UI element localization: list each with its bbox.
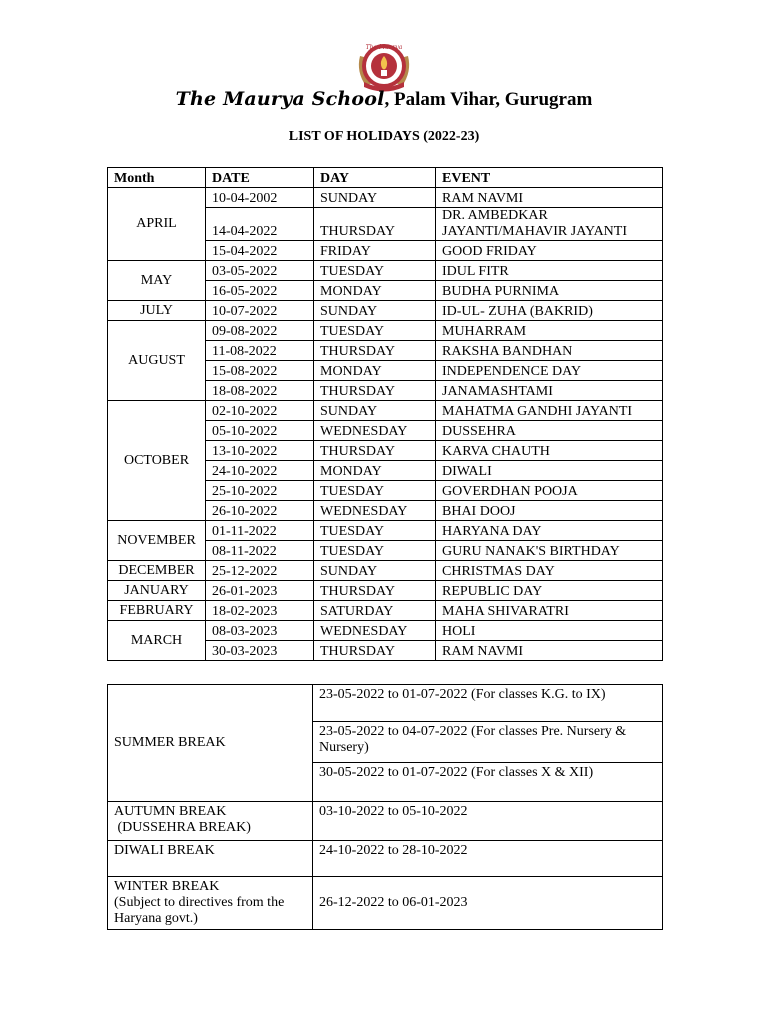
month-cell: AUGUST bbox=[108, 321, 206, 401]
event-cell: MAHA SHIVARATRI bbox=[436, 601, 663, 621]
date-cell: 08-03-2023 bbox=[206, 621, 314, 641]
month-cell: MARCH bbox=[108, 621, 206, 661]
day-cell: THURSDAY bbox=[314, 381, 436, 401]
month-cell: NOVEMBER bbox=[108, 521, 206, 561]
date-cell: 08-11-2022 bbox=[206, 541, 314, 561]
event-cell: MAHATMA GANDHI JAYANTI bbox=[436, 401, 663, 421]
table-row bbox=[108, 301, 663, 321]
diwali-break-name: DIWALI BREAK bbox=[108, 841, 313, 877]
day-cell: MONDAY bbox=[314, 281, 436, 301]
event-cell: DIWALI bbox=[436, 461, 663, 481]
event-cell: INDEPENDENCE DAY bbox=[436, 361, 663, 381]
diwali-break-row bbox=[108, 841, 663, 877]
column-header-month: Month bbox=[108, 168, 206, 188]
table-row bbox=[108, 521, 663, 541]
winter-break-name bbox=[108, 877, 313, 930]
day-cell: THURSDAY bbox=[314, 641, 436, 661]
date-cell: 18-02-2023 bbox=[206, 601, 314, 621]
day-cell: SUNDAY bbox=[314, 401, 436, 421]
event-cell: GOOD FRIDAY bbox=[436, 241, 663, 261]
day-cell: SATURDAY bbox=[314, 601, 436, 621]
event-cell: GOVERDHAN POOJA bbox=[436, 481, 663, 501]
event-cell: MUHARRAM bbox=[436, 321, 663, 341]
event-cell: ID-UL- ZUHA (BAKRID) bbox=[436, 301, 663, 321]
day-cell: MONDAY bbox=[314, 361, 436, 381]
autumn-break-period: 03-10-2022 to 05-10-2022 bbox=[313, 802, 663, 841]
date-cell: 15-04-2022 bbox=[206, 241, 314, 261]
day-cell: SUNDAY bbox=[314, 188, 436, 208]
column-header-date: DATE bbox=[206, 168, 314, 188]
date-cell: 26-10-2022 bbox=[206, 501, 314, 521]
date-cell: 01-11-2022 bbox=[206, 521, 314, 541]
winter-break-name-line1: WINTER BREAK bbox=[114, 879, 220, 894]
date-cell: 03-05-2022 bbox=[206, 261, 314, 281]
logo-text: The Maurya bbox=[365, 44, 403, 51]
date-cell: 25-12-2022 bbox=[206, 561, 314, 581]
event-cell: DR. AMBEDKAR JAYANTI/MAHAVIR JAYANTI bbox=[436, 208, 663, 241]
table-row bbox=[108, 188, 663, 208]
event-cell: RAKSHA BANDHAN bbox=[436, 341, 663, 361]
day-cell: THURSDAY bbox=[314, 581, 436, 601]
month-cell: JANUARY bbox=[108, 581, 206, 601]
summer-break-row bbox=[108, 685, 663, 722]
month-cell: MAY bbox=[108, 261, 206, 301]
breaks-table bbox=[107, 684, 663, 930]
school-title bbox=[0, 88, 768, 111]
month-cell: APRIL bbox=[108, 188, 206, 261]
table-row bbox=[108, 261, 663, 281]
winter-break-period: 26-12-2022 to 06-01-2023 bbox=[313, 877, 663, 930]
holiday-table bbox=[107, 167, 663, 661]
day-cell: WEDNESDAY bbox=[314, 621, 436, 641]
autumn-break-name-line2: (DUSSEHRA BREAK) bbox=[114, 820, 251, 835]
school-logo bbox=[352, 42, 416, 94]
autumn-break-name bbox=[108, 802, 313, 841]
date-cell: 30-03-2023 bbox=[206, 641, 314, 661]
event-cell: HARYANA DAY bbox=[436, 521, 663, 541]
date-cell: 13-10-2022 bbox=[206, 441, 314, 461]
summer-break-period: 30-05-2022 to 01-07-2022 (For classes X & XII) bbox=[313, 763, 663, 802]
day-cell: SUNDAY bbox=[314, 561, 436, 581]
month-cell: JULY bbox=[108, 301, 206, 321]
diwali-break-period: 24-10-2022 to 28-10-2022 bbox=[313, 841, 663, 877]
day-cell: TUESDAY bbox=[314, 481, 436, 501]
month-cell: DECEMBER bbox=[108, 561, 206, 581]
event-cell: CHRISTMAS DAY bbox=[436, 561, 663, 581]
month-cell: FEBRUARY bbox=[108, 601, 206, 621]
autumn-break-row bbox=[108, 802, 663, 841]
day-cell: WEDNESDAY bbox=[314, 421, 436, 441]
table-row bbox=[108, 561, 663, 581]
day-cell: THURSDAY bbox=[314, 208, 436, 241]
event-cell: BHAI DOOJ bbox=[436, 501, 663, 521]
event-cell: BUDHA PURNIMA bbox=[436, 281, 663, 301]
page-title: LIST OF HOLIDAYS (2022-23) bbox=[288, 129, 480, 144]
date-cell: 09-08-2022 bbox=[206, 321, 314, 341]
event-cell: KARVA CHAUTH bbox=[436, 441, 663, 461]
day-cell: TUESDAY bbox=[314, 521, 436, 541]
event-cell: GURU NANAK'S BIRTHDAY bbox=[436, 541, 663, 561]
date-cell: 14-04-2022 bbox=[206, 208, 314, 241]
column-header-event: EVENT bbox=[436, 168, 663, 188]
date-cell: 11-08-2022 bbox=[206, 341, 314, 361]
table-row bbox=[108, 581, 663, 601]
day-cell: THURSDAY bbox=[314, 441, 436, 461]
event-cell: REPUBLIC DAY bbox=[436, 581, 663, 601]
table-row bbox=[108, 321, 663, 341]
day-cell: MONDAY bbox=[314, 461, 436, 481]
date-cell: 10-07-2022 bbox=[206, 301, 314, 321]
holiday-table-body bbox=[108, 168, 663, 661]
table-row bbox=[108, 401, 663, 421]
event-cell: RAM NAVMI bbox=[436, 641, 663, 661]
event-cell: RAM NAVMI bbox=[436, 188, 663, 208]
date-cell: 26-01-2023 bbox=[206, 581, 314, 601]
event-cell: JANAMASHTAMI bbox=[436, 381, 663, 401]
date-cell: 05-10-2022 bbox=[206, 421, 314, 441]
summer-break-period: 23-05-2022 to 01-07-2022 (For classes K.G. to IX) bbox=[313, 685, 663, 722]
date-cell: 24-10-2022 bbox=[206, 461, 314, 481]
day-cell: TUESDAY bbox=[314, 321, 436, 341]
day-cell: TUESDAY bbox=[314, 541, 436, 561]
day-cell: THURSDAY bbox=[314, 341, 436, 361]
date-cell: 16-05-2022 bbox=[206, 281, 314, 301]
date-cell: 10-04-2002 bbox=[206, 188, 314, 208]
event-cell: HOLI bbox=[436, 621, 663, 641]
summer-break-name: SUMMER BREAK bbox=[108, 685, 313, 802]
autumn-break-name-line1: AUTUMN BREAK bbox=[114, 804, 227, 819]
winter-break-name-line2: (Subject to directives from the Haryana govt.) bbox=[114, 895, 285, 926]
day-cell: WEDNESDAY bbox=[314, 501, 436, 521]
table-row bbox=[108, 601, 663, 621]
event-cell: IDUL FITR bbox=[436, 261, 663, 281]
column-header-day: DAY bbox=[314, 168, 436, 188]
date-cell: 02-10-2022 bbox=[206, 401, 314, 421]
table-row bbox=[108, 621, 663, 641]
holiday-table-header bbox=[108, 168, 663, 188]
day-cell: FRIDAY bbox=[314, 241, 436, 261]
date-cell: 18-08-2022 bbox=[206, 381, 314, 401]
date-cell: 25-10-2022 bbox=[206, 481, 314, 501]
winter-break-row bbox=[108, 877, 663, 930]
date-cell: 15-08-2022 bbox=[206, 361, 314, 381]
event-cell: DUSSEHRA bbox=[436, 421, 663, 441]
day-cell: TUESDAY bbox=[314, 261, 436, 281]
month-cell: OCTOBER bbox=[108, 401, 206, 521]
school-location: , Palam Vihar, Gurugram bbox=[384, 89, 593, 110]
day-cell: SUNDAY bbox=[314, 301, 436, 321]
summer-break-period: 23-05-2022 to 04-07-2022 (For classes Pre. Nursery & Nursery) bbox=[313, 722, 663, 763]
school-name: The Maurya School bbox=[175, 88, 385, 110]
